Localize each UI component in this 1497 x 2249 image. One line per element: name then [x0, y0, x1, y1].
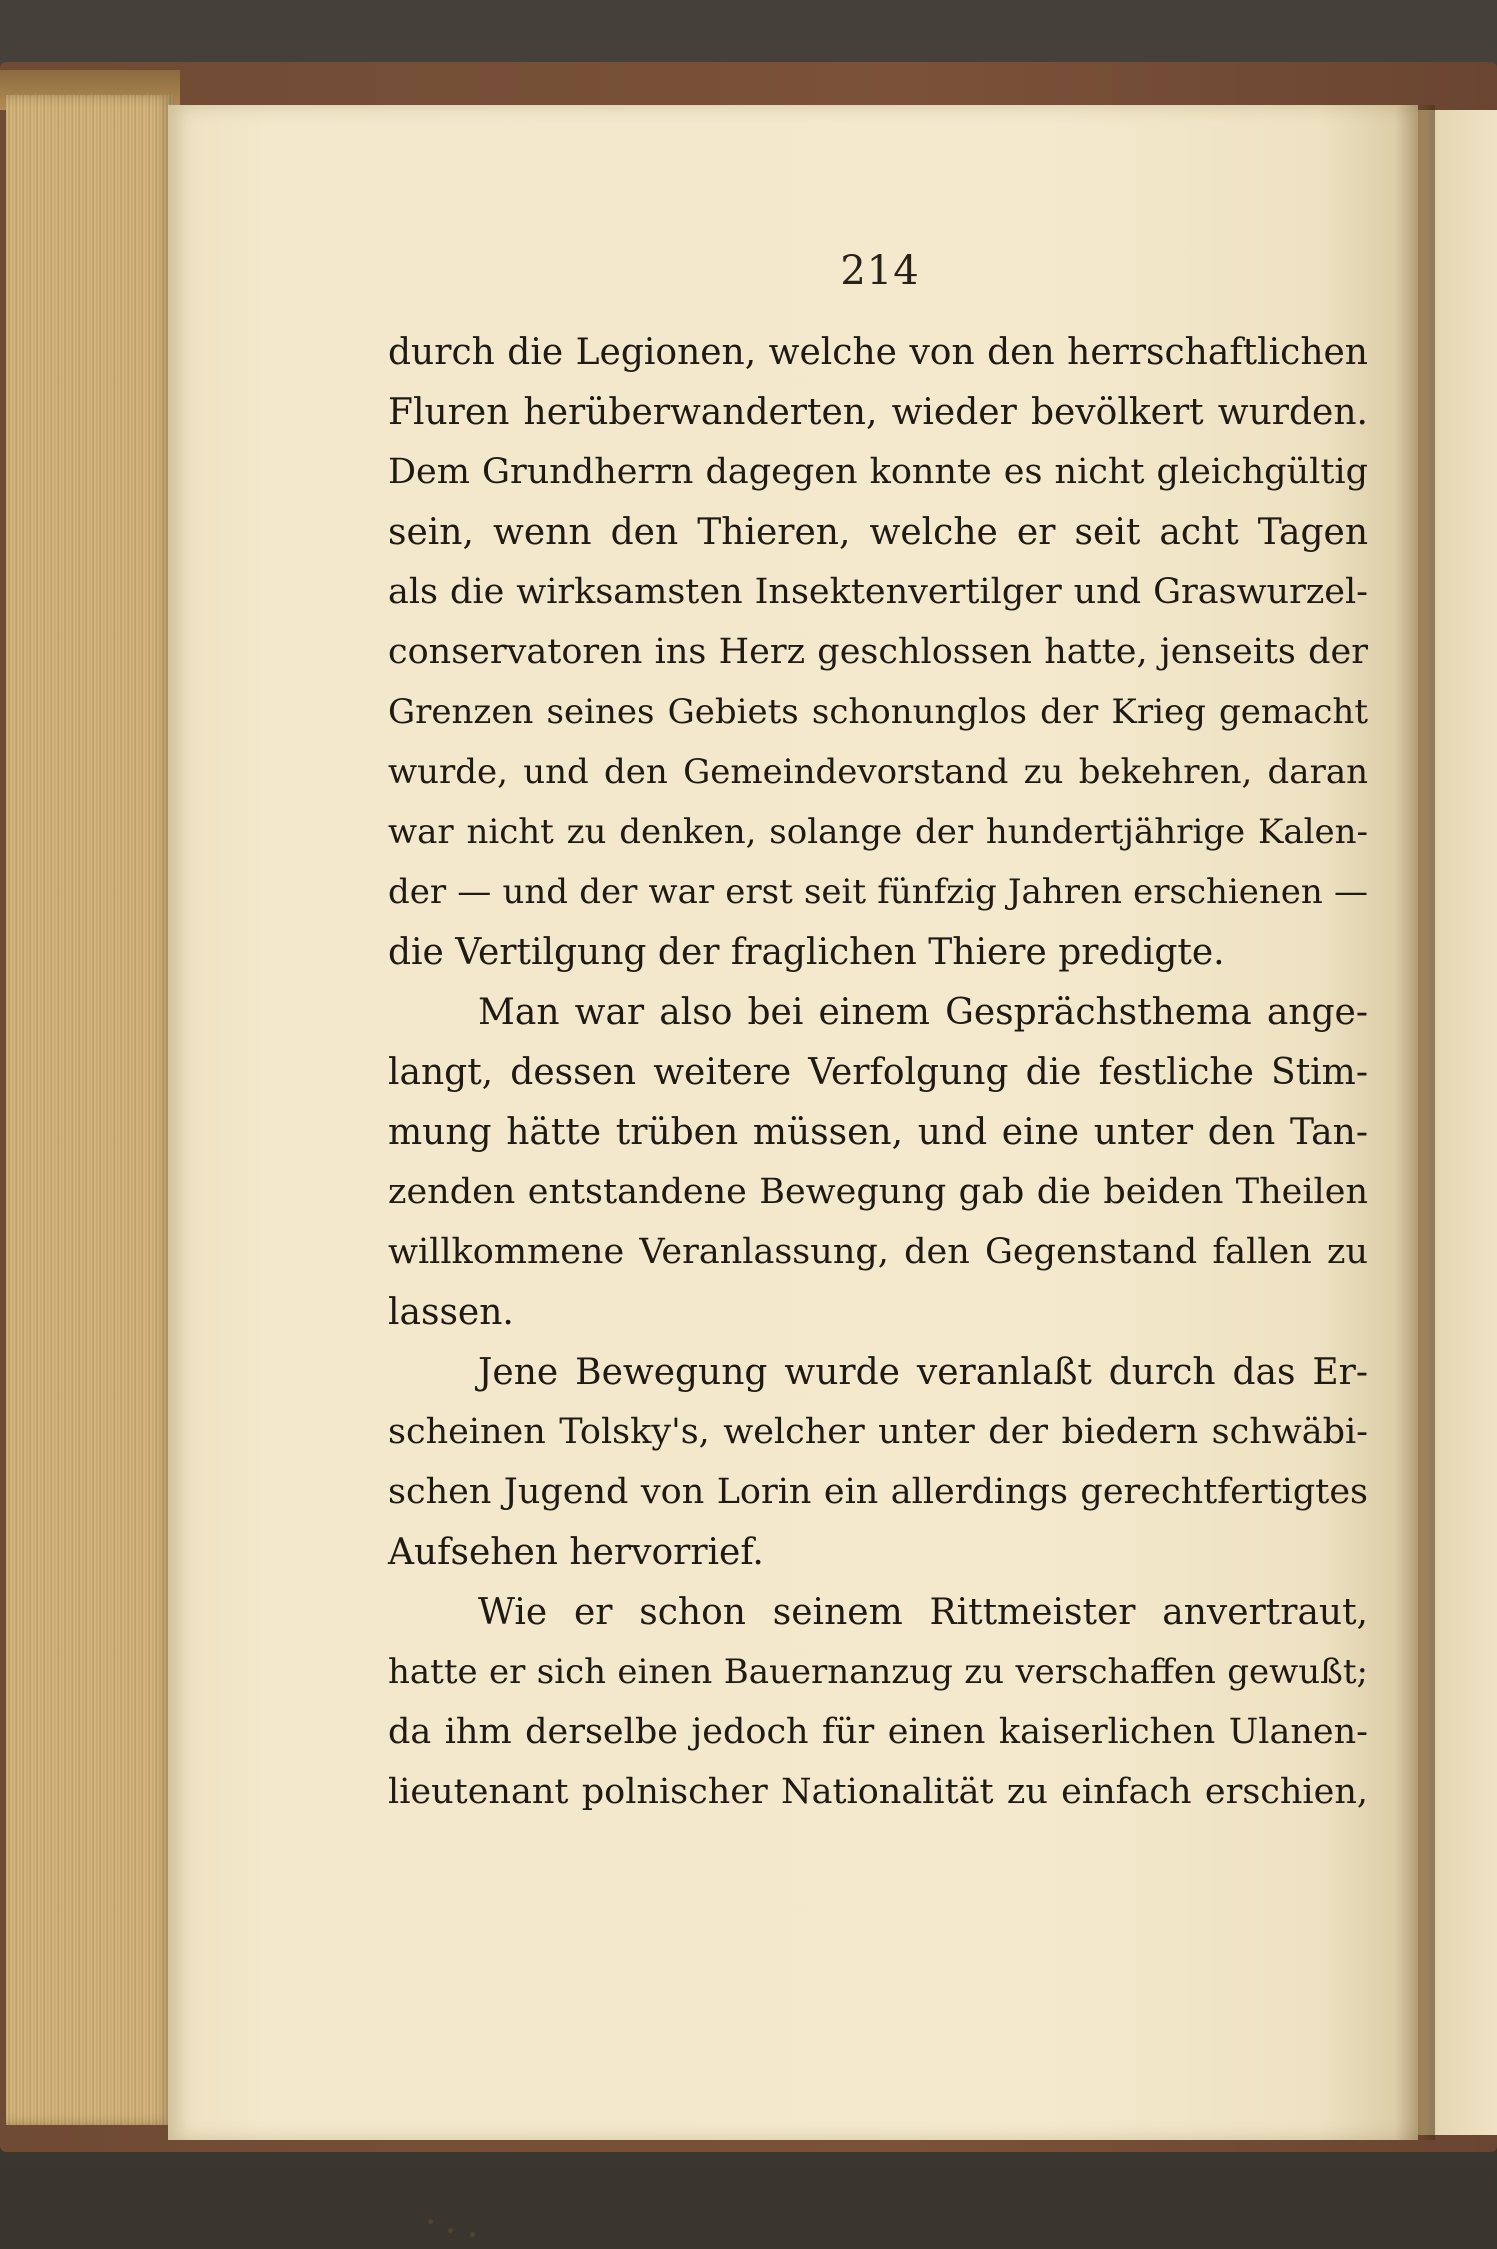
text-line-content: durch die Legionen, welche von den herrschaftlichen [388, 332, 1368, 373]
text-line [388, 1412, 1368, 1472]
body-text [388, 332, 1368, 1832]
text-line [388, 572, 1368, 632]
text-line-content: Dem Grundherrn dagegen konnte es nicht gleichgültig [388, 452, 1368, 492]
text-line [388, 1532, 1368, 1592]
text-line-content: Wie er schon seinem Rittmeister anvertraut, [478, 1592, 1368, 1633]
paper-fleck [470, 2232, 475, 2237]
text-line [388, 872, 1368, 932]
text-line-content: lassen. [388, 1292, 514, 1333]
text-line-content: Man war also bei einem Gesprächsthema ange- [478, 992, 1368, 1033]
text-line-content: Fluren herüberwanderten, wieder bevölkert wurden. [388, 392, 1368, 433]
text-line [388, 992, 1368, 1052]
text-line [388, 1772, 1368, 1832]
text-line-content: Grenzen seines Gebiets schonunglos der Krieg gemacht [388, 692, 1368, 732]
text-line [388, 1352, 1368, 1412]
page-number: 214 [840, 248, 920, 294]
text-line [388, 692, 1368, 752]
gutter-shadow [1395, 105, 1435, 2140]
text-line-content: mung hätte trüben müssen, und eine unter den Tan- [388, 1112, 1368, 1153]
text-line-content: lieutenant polnischer Nationalität zu einfach erschien, [388, 1772, 1368, 1812]
text-line-content: der — und der war erst seit fünfzig Jahren erschienen — [388, 872, 1368, 912]
text-line-content: sein, wenn den Thieren, welche er seit acht Tagen [388, 512, 1368, 553]
text-line-content: war nicht zu denken, solange der hundertjährige Kalen- [388, 812, 1368, 852]
text-line [388, 1652, 1368, 1712]
text-line-content: willkommene Veranlassung, den Gegenstand fallen zu [388, 1232, 1368, 1272]
text-line-content: da ihm derselbe jedoch für einen kaiserlichen Ulanen- [388, 1712, 1368, 1752]
text-line [388, 1232, 1368, 1292]
text-line-content: hatte er sich einen Bauernanzug zu verschaffen gewußt; [388, 1652, 1368, 1692]
text-line-content: conservatoren ins Herz geschlossen hatte, jenseits der [388, 632, 1368, 672]
text-line [388, 452, 1368, 512]
text-line-content: als die wirksamsten Insektenvertilger und Graswurzel- [388, 572, 1368, 612]
text-line [388, 1592, 1368, 1652]
text-line-content: Jene Bewegung wurde veranlaßt durch das Er- [478, 1352, 1368, 1393]
text-line [388, 1112, 1368, 1172]
text-line [388, 812, 1368, 872]
text-line-content: Aufsehen hervorrief. [388, 1532, 764, 1573]
text-line [388, 512, 1368, 572]
text-line [388, 932, 1368, 992]
text-line [388, 1712, 1368, 1772]
text-line [388, 392, 1368, 452]
text-line-content: langt, dessen weitere Verfolgung die festliche Stim- [388, 1052, 1368, 1093]
paper-fleck [428, 2219, 433, 2224]
text-line [388, 1292, 1368, 1352]
text-line-content: schen Jugend von Lorin ein allerdings gerechtfertigtes [388, 1472, 1368, 1512]
text-line-content: die Vertilgung der fraglichen Thiere predigte. [388, 932, 1225, 973]
text-line-content: scheinen Tolsky's, welcher unter der biedern schwäbi- [388, 1412, 1368, 1452]
stacked-page-edges [6, 95, 174, 2125]
text-line [388, 1472, 1368, 1532]
text-line-content: zenden entstandene Bewegung gab die beiden Theilen [388, 1172, 1368, 1212]
text-line [388, 1172, 1368, 1232]
text-line [388, 1052, 1368, 1112]
text-line [388, 632, 1368, 692]
text-line [388, 752, 1368, 812]
paper-fleck [448, 2228, 453, 2233]
text-line [388, 332, 1368, 392]
text-line-content: wurde, und den Gemeindevorstand zu bekehren, daran [388, 752, 1368, 792]
